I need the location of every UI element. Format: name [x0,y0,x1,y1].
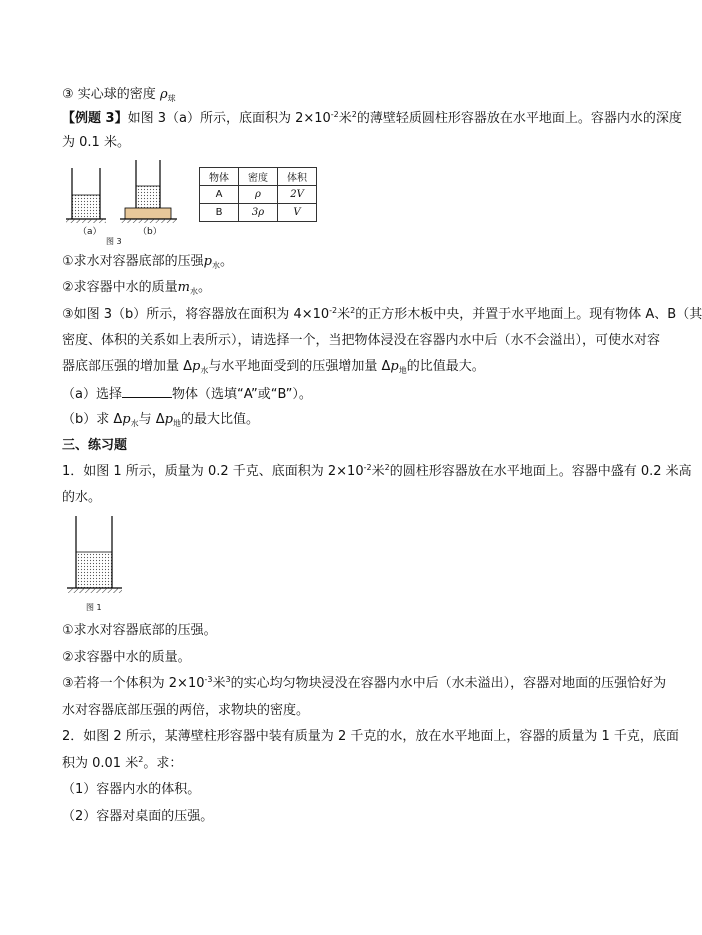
figure-a-label: （a） [78,227,102,237]
item3-exp: -2 [329,306,338,315]
table-cell: 3ρ [239,204,278,222]
p1-q2: ②求容器中水的质量。 [62,650,191,665]
table-header: 物体 [200,168,239,186]
table-cell: ρ [239,186,278,204]
p2-q2: （2）容器对桌面的压强。 [62,809,214,824]
p1-q3-a: ③若将一个体积为 2×10 [62,676,205,691]
sub-b-text: （b）求 Δ [62,412,123,427]
item3-l3-b: 与水平地面受到的压强增加量 Δ [208,359,391,374]
item1-text: ①求水对容器底部的压强 [62,254,204,269]
item3-l3-c: 的比值最大。 [406,359,485,374]
table-cell: 2V [278,186,317,204]
item2-sub: 水 [189,287,198,296]
figure-3-diagram [62,158,182,228]
table-row [200,204,317,222]
p2-line2 [62,755,182,774]
sub-b-sym1: p [122,412,131,427]
item3-text-c: 的正方形木板中央，并置于水平地面上。现有物体 A、B（其 [355,307,702,322]
container-a [66,168,106,223]
sub-b-sub1: 水 [130,419,139,428]
ex3-item3-line1 [62,306,702,325]
table-header-row [200,168,317,186]
ex3-exp: -2 [330,110,339,119]
p1-q3-line2: 水对容器底部压强的两倍，求物块的密度。 [62,703,310,718]
table-cell: A [200,186,239,204]
item1-sub: 水 [211,261,220,270]
item3-exp2: 2 [350,306,356,315]
ex3-unit: 米 [338,111,352,126]
item3-unit: 米 [337,307,351,322]
p2-q1: （1）容器内水的体积。 [62,782,201,797]
container-b [120,160,177,223]
p1-text-c: 的圆柱形容器放在水平地面上。容器中盛有 0.2 米高 [389,464,692,479]
item3-l3-a: 器底部压强的增加量 Δ [62,359,193,374]
ex3-exp2: 2 [351,110,357,119]
table-header: 密度 [239,168,278,186]
q3-subscript: 球 [167,94,176,103]
wood-board [125,208,171,219]
ex3-item1: ①求水对容器底部的压强$p_水$。 [62,254,233,270]
p1-q1: ①求水对容器底部的压强。 [62,623,217,638]
ex3-line2: 为 0.1 米。 [62,135,130,150]
p2-text-a: 积为 0.01 米 [62,756,139,771]
p1-exp: -2 [363,463,372,472]
p1-exp2: 2 [384,463,390,472]
table-cell: B [200,204,239,222]
p1-q3-exp2: 3 [225,675,231,684]
item2-symbol: m [177,280,190,295]
item3-text-a: ③如图 3（b）所示，将容器放在面积为 4×10 [62,307,330,322]
p1-line1 [62,463,692,482]
ex3-item3-line3 [62,358,485,377]
table-cell: V [278,204,317,222]
sub-b-text3: 的最大比值。 [180,412,259,427]
item3-l3-sym2: p [390,359,399,374]
p1-line2: 的水。 [62,490,102,505]
p1-q3-unit: 米 [212,676,226,691]
ex3-item2: ②求容器中水的质量$m_水$。 [62,280,211,296]
sub-a-text2: 物体（选填“A”或“B”）。 [171,387,312,402]
properties-table [199,167,317,222]
p1-text-a: 1．如图 1 所示，质量为 0.2 千克、底面积为 2×10 [62,464,364,479]
p1-q3-line1 [62,675,666,694]
figure-1-diagram [62,514,132,596]
ex3-line1 [62,110,682,129]
ex3-sub-b [62,411,259,430]
answer-blank[interactable] [122,384,172,398]
p2-text-b: 。求： [143,756,183,771]
sub-b-sub2: 地 [172,419,181,428]
table-row [200,186,317,204]
ex3-text-c: 的薄壁轻质圆柱形容器放在水平地面上。容器内水的深度 [356,111,682,126]
item3-l3-sym1: p [192,359,201,374]
example-title: 【例题 3】 [62,111,128,126]
figure-3-caption: 图 3 [106,237,122,246]
p2-line1: 2．如图 2 所示，某薄壁柱形容器中装有质量为 2 千克的水，放在水平地面上，容器的质量为 1 千克，底面 [62,729,679,744]
q3-line [62,86,176,105]
section-heading: 三、练习题 [62,438,128,453]
figure-1-caption: 图 1 [86,603,102,612]
q3-symbol: ρ [159,87,168,102]
p1-q3-exp: -3 [204,675,213,684]
p2-exp: 2 [138,755,144,764]
figure-b-label: （b） [138,227,162,237]
table-header: 体积 [278,168,317,186]
ex3-text-a: 如图 3（a）所示，底面积为 2×10 [127,111,331,126]
p1-unit: 米 [371,464,385,479]
q3-text: ③ 实心球的密度 [62,87,156,102]
ex3-item3-line2: 密度、体积的关系如上表所示），请选择一个，当把物体浸没在容器内水中后（水不会溢出），可使水对容 [62,333,661,348]
item2-text: ②求容器中水的质量 [62,280,178,295]
ex3-sub-a [62,384,312,404]
sub-a-text: （a）选择 [62,387,122,402]
item3-l3-sub1: 水 [200,366,209,375]
p1-q3-c: 的实心均匀物块浸没在容器内水中后（水未溢出），容器对地面的压强恰好为 [230,676,667,691]
sub-b-sym2: p [164,412,173,427]
item1-symbol: p [203,254,212,269]
sub-b-text2: 与 Δ [138,412,165,427]
item3-l3-sub2: 地 [398,366,407,375]
